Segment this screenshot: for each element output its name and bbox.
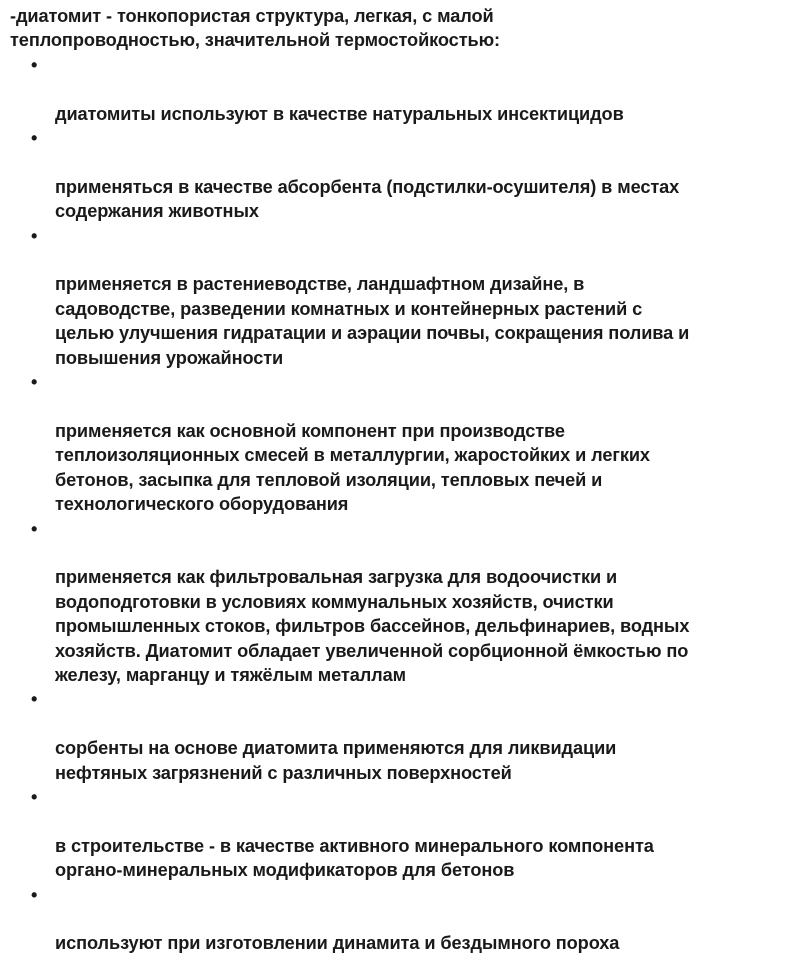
list-item [10,224,794,370]
list-item-text: применяется как фильтровальная загрузка для водоочистки и водоподготовки в условиях коммунальных хозяйств, очистки промышленных стоков, фильтров бассейнов, дельфинариев, водных хозяйств. Диатомит обладает увеличенной сорбционной ёмкостью по железу, марганцу и тяжёлым металлам [55,567,690,685]
list-item [10,687,794,785]
list-item-text: применяется в растениеводстве, ландшафтном дизайне, в садоводстве, разведении комнатных и контейнерных растений с целью улучшения гидратации и аэрации почвы, сокращения полива и повышения урожайности [55,274,690,368]
list-item-text: сорбенты на основе диатомита применяются для ликвидации нефтяных загрязнений с различных поверхностей [55,738,617,783]
list-item [10,370,794,516]
bullet-icon: • [31,689,38,710]
list-item-text: применяется как основной компонент при производстве теплоизоляционных смесей в металлургии, жаростойких и легких бетонов, засыпка для тепловой изоляции, тепловых печей и технологического оборудования [55,420,650,515]
bullet-icon: • [31,372,38,393]
bullet-icon: • [31,225,38,246]
bullet-icon: • [31,884,38,905]
list-item [10,517,794,688]
list-item-text: используют при изготовлении динамита и бездымного пороха [55,933,620,954]
list-item [10,53,794,126]
list-item [10,883,794,956]
list-item-text: в строительстве - в качестве активного минерального компонента органо-минеральных модификаторов для бетонов [55,835,654,881]
bullet-icon: • [31,787,38,807]
list-item-text: применяться в качестве абсорбента (подстилки-осушителя) в местах содержания животных [55,176,680,222]
intro-text: -диатомит - тонкопористая структура, легкая, с малой теплопроводностью, значительной термостойкостью: [10,6,500,51]
bullet-icon: • [31,518,38,539]
bullet-icon: • [31,128,38,149]
bullet-icon: • [31,54,38,75]
bullet-list [10,53,794,956]
list-item-text: диатомиты используют в качестве натуральных инсектицидов [55,103,624,124]
list-item [10,126,794,224]
list-item [10,785,794,883]
